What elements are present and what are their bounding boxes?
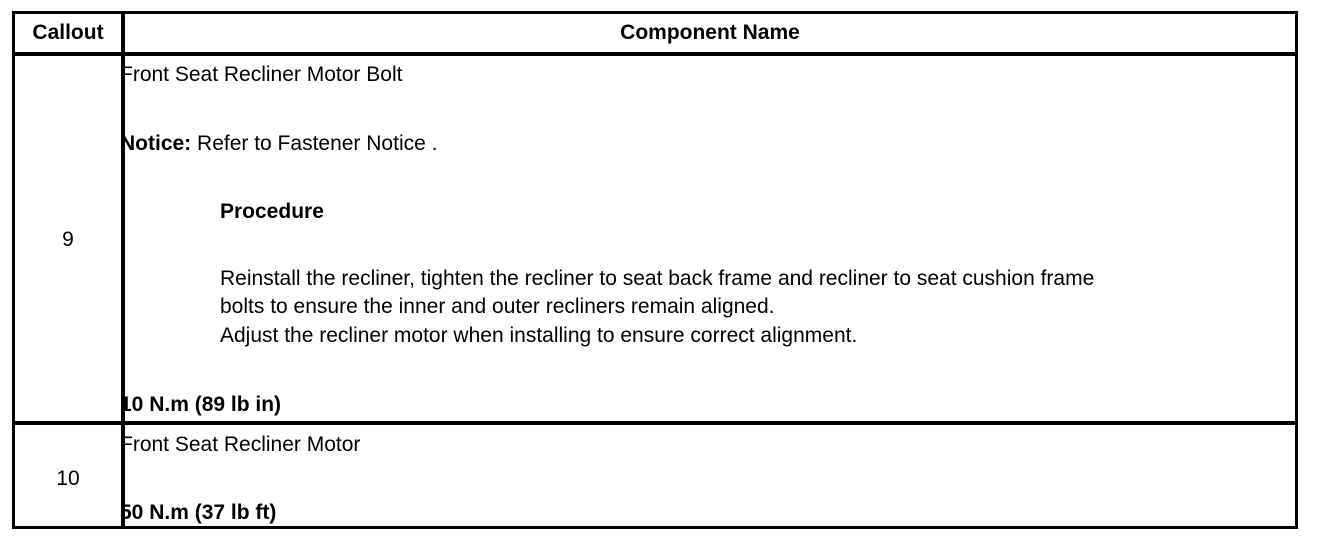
row-10-component-name: Front Seat Recliner Motor [120, 433, 361, 456]
notice-text: Refer to Fastener Notice . [191, 132, 438, 155]
row-9-callout: 9 [62, 228, 74, 251]
row-divider [15, 421, 1295, 425]
notice-label: Notice: [120, 132, 192, 155]
header-component-name: Component Name [620, 21, 800, 44]
procedure-line-2: bolts to ensure the inner and outer recliners remain aligned. [220, 295, 775, 318]
torque-spec-table [12, 11, 1298, 529]
procedure-line-3: Adjust the recliner motor when installing to ensure correct alignment. [220, 324, 858, 347]
procedure-line-1: Reinstall the recliner, tighten the recliner to seat back frame and recliner to seat cushion frame [220, 267, 1095, 290]
header-callout: Callout [32, 21, 104, 44]
row-9-torque: 10 N.m (89 lb in) [120, 393, 282, 416]
header-divider [15, 52, 1295, 56]
row-9-component-name: Front Seat Recliner Motor Bolt [120, 63, 403, 86]
procedure-heading: Procedure [220, 200, 324, 223]
row-9-notice [120, 129, 437, 158]
row-10-torque: 50 N.m (37 lb ft) [120, 501, 277, 524]
row-10-callout: 10 [56, 467, 80, 490]
